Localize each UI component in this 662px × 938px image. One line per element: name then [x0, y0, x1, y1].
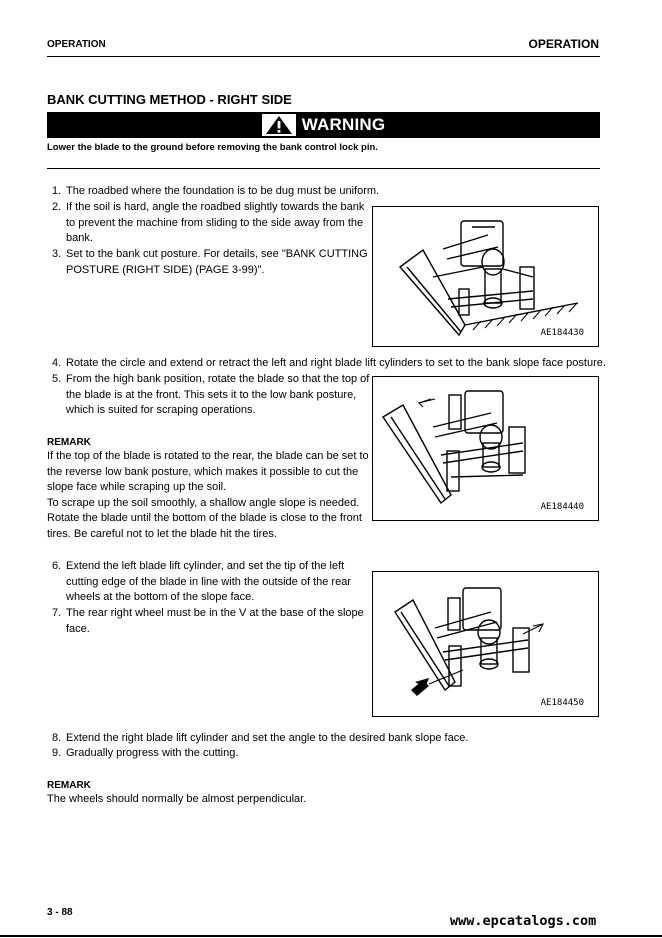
step-number: 9. [52, 747, 62, 759]
step-number: 8. [52, 732, 62, 744]
figure-id: AE184430 [540, 328, 584, 338]
step-6 [52, 559, 372, 606]
step-line: which is suited for scraping operations. [66, 404, 256, 417]
step-4 [52, 356, 612, 372]
footer-rule [0, 935, 662, 937]
page-number: 3 - 88 [47, 907, 73, 918]
step-line: to prevent the machine from sliding to the side away from the [66, 216, 364, 229]
step-line: face. [66, 622, 90, 635]
step-line: wheels at the bottom of the slope face. [66, 591, 255, 604]
step-line: Extend the right blade lift cylinder and set the angle to the desired bank slope face. [66, 732, 469, 744]
figure-id: AE184440 [540, 502, 584, 512]
step-7 [52, 606, 372, 637]
step-number: 4. [52, 357, 62, 369]
remark-line: Rotate the blade until the bottom of the blade is close to the front [47, 512, 362, 525]
rotation-arrow-icon [419, 399, 435, 407]
section-title: BANK CUTTING METHOD - RIGHT SIDE [47, 92, 292, 107]
step-line: POSTURE (RIGHT SIDE) (PAGE 3-99)". [66, 263, 265, 276]
step-number: 7. [52, 607, 62, 619]
header-right-label: OPERATION [528, 37, 599, 51]
figure-bank-cut-posture [372, 206, 599, 347]
position-pointer-icon [411, 678, 429, 696]
warning-triangle-icon [262, 114, 296, 136]
step-5 [52, 372, 372, 419]
warning-label: WARNING [301, 115, 386, 134]
step-8 [52, 731, 612, 747]
remark-heading: REMARK [47, 780, 91, 791]
step-line: bank. [66, 232, 93, 245]
grader-slope-cutting-illustration [373, 572, 598, 716]
step-2 [52, 200, 372, 247]
step-line: Rotate the circle and extend or retract the left and right blade lift cylinders to set to the bank slope face posture. [66, 357, 606, 369]
remark-line: If the top of the blade is rotated to the rear, the blade can be set to [47, 450, 369, 462]
figure-slope-cutting [372, 571, 599, 717]
step-9 [52, 746, 612, 762]
step-3 [52, 247, 372, 278]
direction-arrow-icon [523, 624, 543, 634]
step-number: 3. [52, 248, 62, 260]
remark-body [47, 449, 371, 543]
remark-body [47, 792, 306, 808]
remark-line: the reverse low bank posture, which makes it possible to cut the [47, 465, 359, 478]
figure-low-bank-posture [372, 376, 599, 521]
warning-text: Lower the blade to the ground before removing the bank control lock pin. [47, 142, 378, 153]
step-line: the blade is at the front. This sets it to the low bank posture, [66, 388, 357, 401]
remark-line: slope face while scraping up the soil. [47, 481, 227, 494]
remark-line: To scrape up the soil smoothly, a shallow angle slope is needed. [47, 496, 360, 509]
warning-rule [47, 168, 600, 169]
step-line: cutting edge of the blade in line with the outside of the rear [66, 575, 351, 588]
step-number: 1. [52, 185, 62, 197]
step-line: Extend the left blade lift cylinder, and set the tip of the left [66, 560, 345, 572]
step-line: From the high bank position, rotate the blade so that the top of [66, 373, 370, 385]
header-rule [47, 56, 600, 57]
remark-line: The wheels should normally be almost perpendicular. [47, 793, 307, 805]
step-number: 2. [52, 201, 62, 213]
step-number: 5. [52, 373, 62, 385]
figure-id: AE184450 [540, 698, 584, 708]
remark-heading: REMARK [47, 437, 91, 448]
step-line: The roadbed where the foundation is to be dug must be uniform. [66, 185, 380, 197]
step-line: Set to the bank cut posture. For details, see "BANK CUTTING [66, 248, 368, 260]
watermark-url: www.epcatalogs.com [450, 913, 597, 929]
step-line: The rear right wheel must be in the V at the base of the slope [66, 607, 364, 619]
header-left-label: OPERATION [47, 39, 106, 50]
remark-line: tires. Be careful not to let the blade hit the tires. [47, 527, 277, 540]
warning-banner [47, 112, 600, 138]
step-line: Gradually progress with the cutting. [66, 747, 239, 759]
step-number: 6. [52, 560, 62, 572]
grader-low-bank-illustration [373, 377, 598, 520]
grader-bank-cut-illustration [373, 207, 598, 346]
step-line: If the soil is hard, angle the roadbed slightly towards the bank [66, 201, 365, 213]
step-1 [52, 184, 380, 200]
